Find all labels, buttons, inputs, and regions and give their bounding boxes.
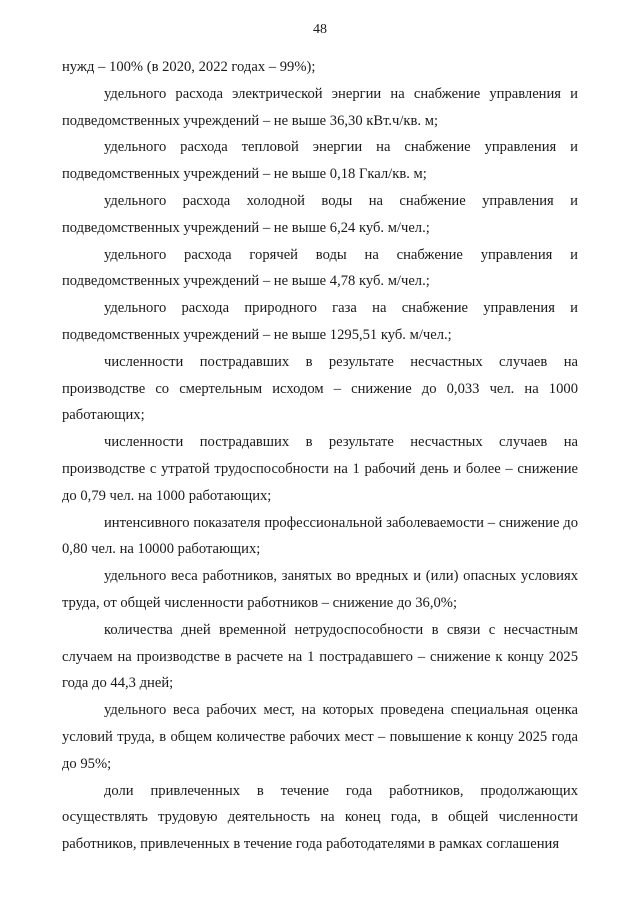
page-number: 48 [313, 22, 327, 37]
paragraph-hot-water: удельного расхода горячей воды на снабжение управления и подведомственных учреждений – не выше 4,78 куб. м/чел.; [62, 246, 578, 290]
paragraph-injury-accidents: численности пострадавших в результате несчастных случаев на производстве с утратой трудоспособности на 1 рабочий день и более – снижение до 0,79 чел. на 1000 работающих; [62, 434, 578, 504]
paragraph-fatal-accidents: численности пострадавших в результате несчастных случаев на производстве со смертельным исходом – снижение до 0,033 чел. на 1000 работающих; [62, 353, 578, 424]
paragraph-hazardous-conditions: удельного веса работников, занятых во вредных и (или) опасных условиях труда, от общей численности работников – снижение до 36,0%; [62, 568, 578, 611]
document-body [62, 54, 578, 858]
paragraph-workplace-assessment: удельного веса рабочих мест, на которых проведена специальная оценка условий труда, в общем количестве рабочих мест – повышение к концу 2025 года до 95%; [62, 702, 578, 772]
paragraph-heat: удельного расхода тепловой энергии на снабжение управления и подведомственных учреждений – не выше 0,18 Гкал/кв. м; [62, 139, 578, 183]
paragraph-natural-gas: удельного расхода природного газа на снабжение управления и подведомственных учреждений – не выше 1295,51 куб. м/чел.; [62, 300, 578, 343]
paragraph-continuation: нужд – 100% (в 2020, 2022 годах – 99%); [62, 59, 316, 75]
paragraph-disability-days: количества дней временной нетрудоспособности в связи с несчастным случаем на производстве в расчете на 1 пострадавшего – снижение к концу 2025 года до 44,3 дней; [62, 621, 578, 692]
paragraph-cold-water: удельного расхода холодной воды на снабжение управления и подведомственных учреждений – не выше 6,24 куб. м/чел.; [62, 192, 578, 236]
paragraph-electricity: удельного расхода электрической энергии на снабжение управления и подведомственных учреждений – не выше 36,30 кВт.ч/кв. м; [62, 85, 578, 129]
paragraph-occupational-disease: интенсивного показателя профессиональной заболеваемости – снижение до 0,80 чел. на 10000 работающих; [62, 514, 578, 558]
paragraph-attracted-workers: доли привлеченных в течение года работников, продолжающих осуществлять трудовую деятельность на конец года, в общей численности работников, привлеченных в течение года работодателями в рамках соглашения [62, 782, 578, 853]
